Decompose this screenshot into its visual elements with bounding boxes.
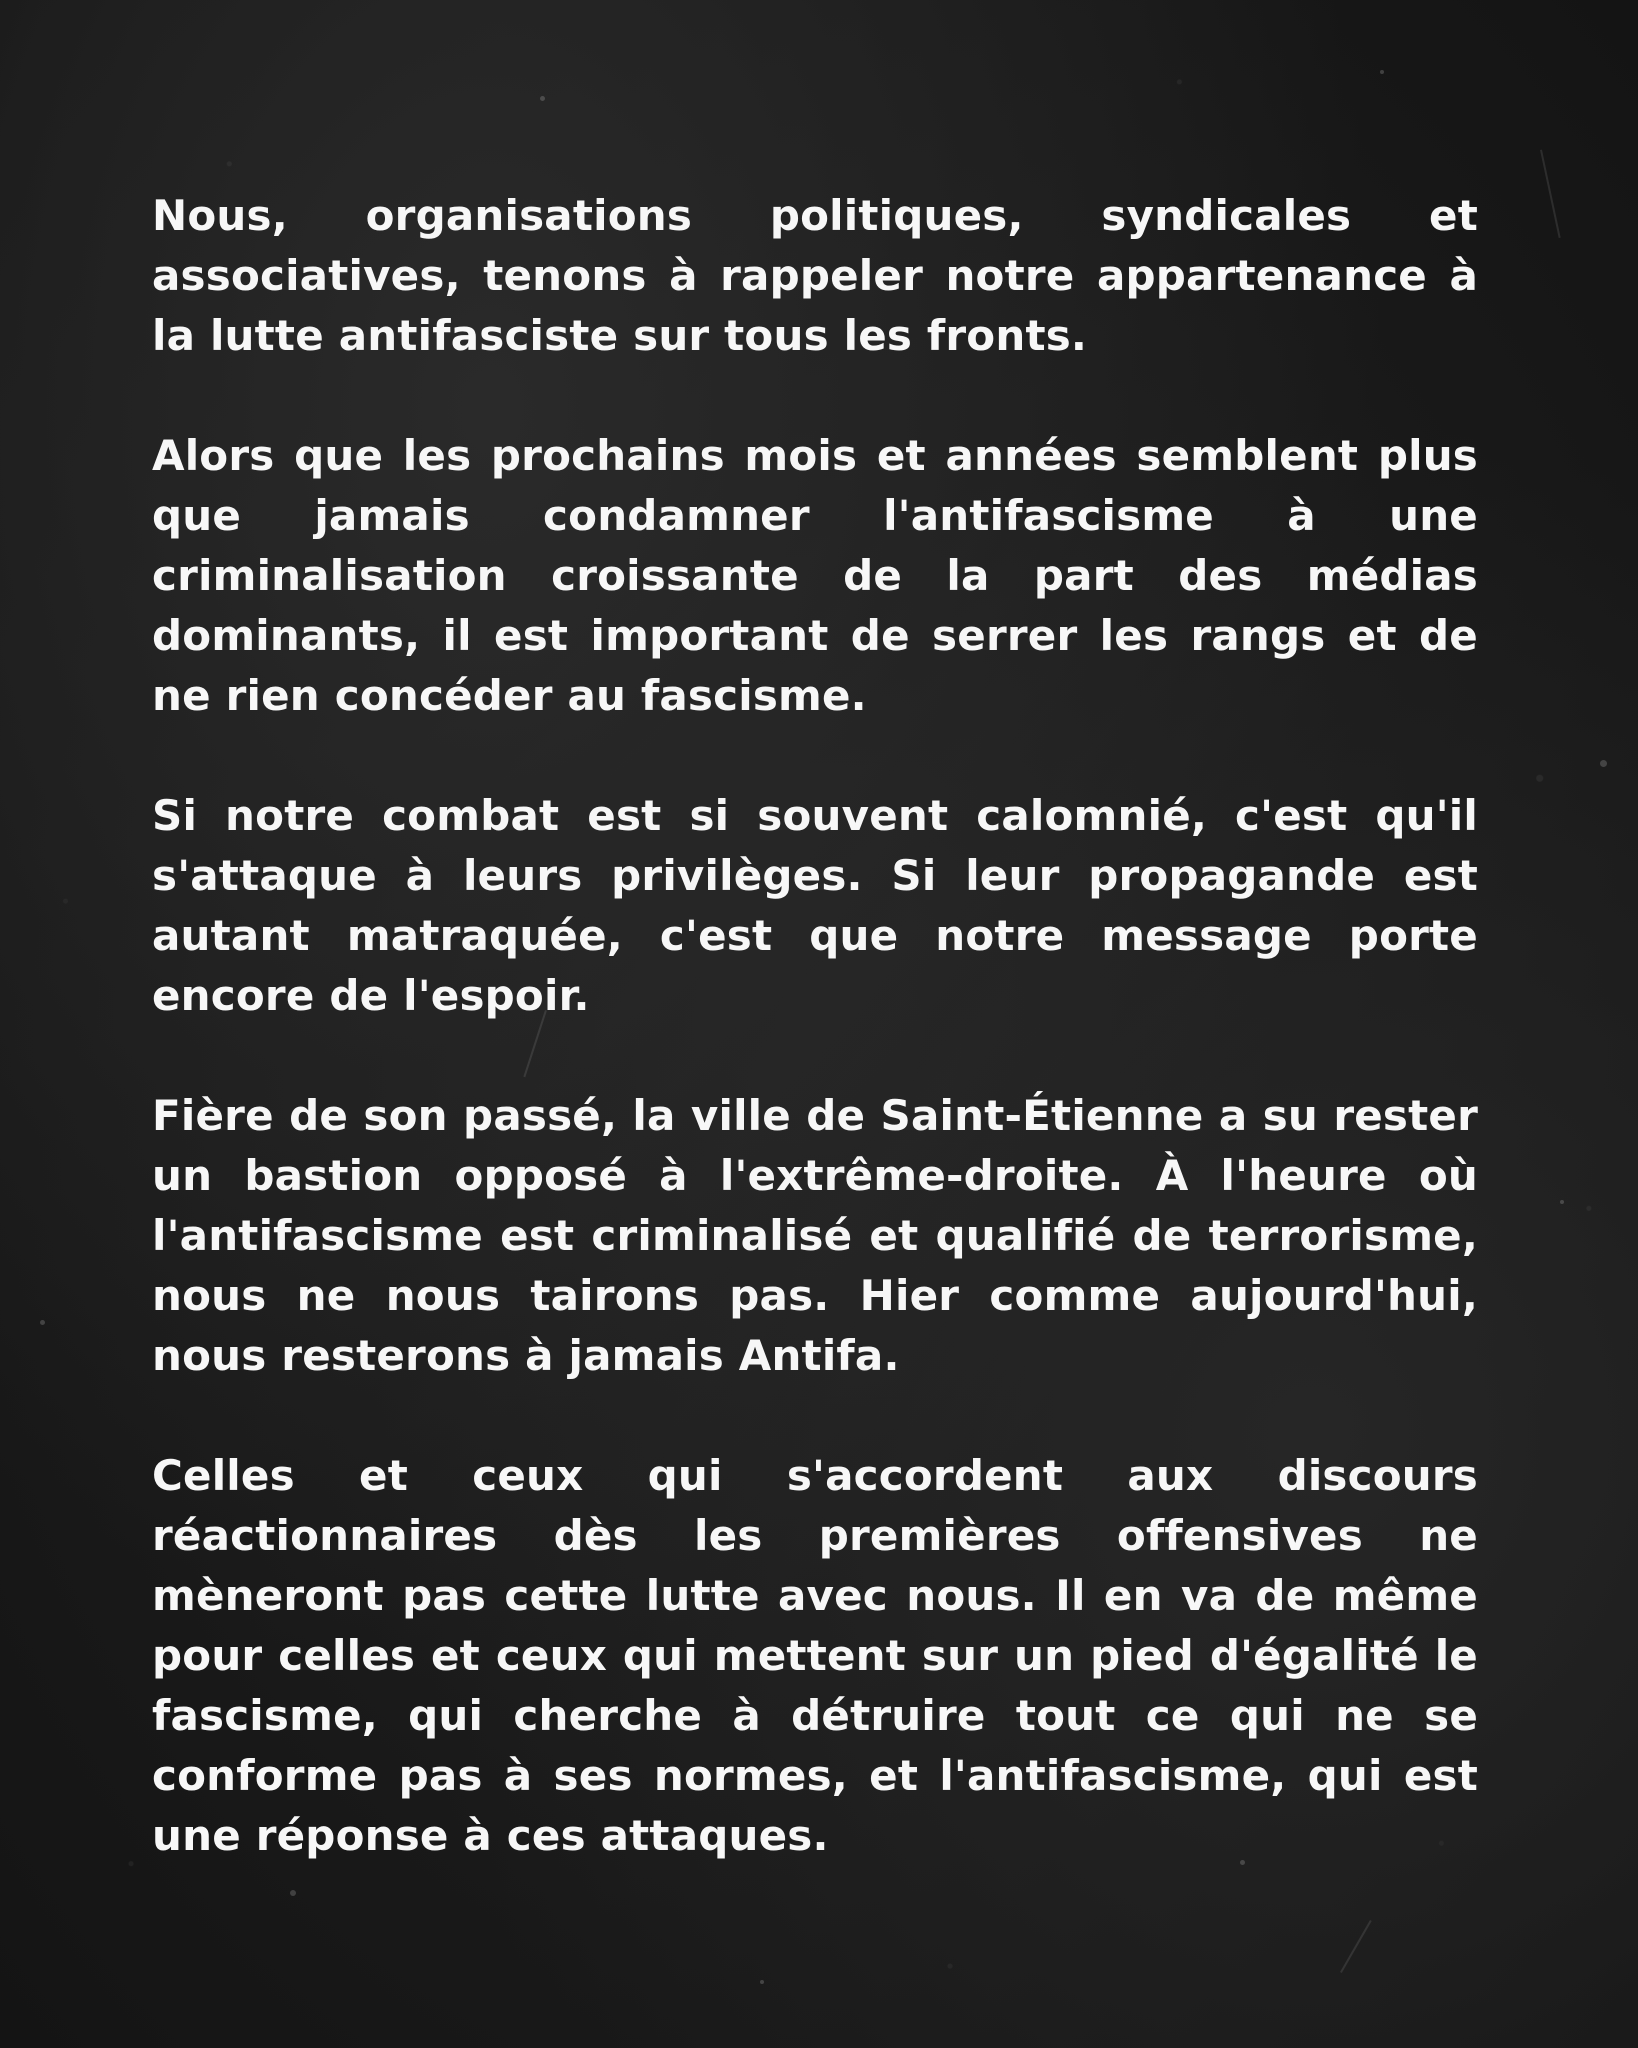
dust-speck — [1380, 70, 1384, 74]
film-scratch — [1340, 1920, 1372, 1973]
paragraph-calomnie: Si notre combat est si souvent calomnié, c'est qu'il s'attaque à leurs privilèges. Si leur propagande est autant matraquée, c'est que notre message porte encore de l'espoir. — [152, 791, 1478, 1020]
dust-speck — [290, 1890, 296, 1896]
dust-speck — [760, 1980, 764, 1984]
dust-speck — [1560, 1200, 1564, 1204]
dust-speck — [40, 1320, 45, 1325]
paragraph-saint-etienne: Fière de son passé, la ville de Saint-Étienne a su rester un bastion opposé à l'extrême-droite. À l'heure où l'antifascisme est criminalisé et qualifié de terrorisme, nous ne nous tairons pas. Hier comme aujourd'hui, nous resterons à jamais Antifa. — [152, 1091, 1478, 1380]
paragraph-criminalisation: Alors que les prochains mois et années semblent plus que jamais condamner l'antifascisme à une criminalisation croissante de la part des médias dominants, il est important de serrer les rangs et de ne rien concéder au fascisme. — [152, 431, 1478, 720]
dust-speck — [540, 96, 545, 101]
statement-text — [152, 186, 1478, 1866]
dust-speck — [1600, 760, 1607, 767]
paragraph-reactionnaires: Celles et ceux qui s'accordent aux discours réactionnaires dès les premières offensives ne mèneront pas cette lutte avec nous. Il en va de même pour celles et ceux qui mettent sur un pied d'égalité le fascisme, qui cherche à détruire tout ce qui ne se conforme pas à ses normes, et l'antifascisme, qui est une réponse à ces attaques. — [152, 1451, 1478, 1860]
film-scratch — [1540, 150, 1561, 238]
paragraph-intro: Nous, organisations politiques, syndicales et associatives, tenons à rappeler notre appartenance à la lutte antifasciste sur tous les fronts. — [152, 191, 1478, 360]
